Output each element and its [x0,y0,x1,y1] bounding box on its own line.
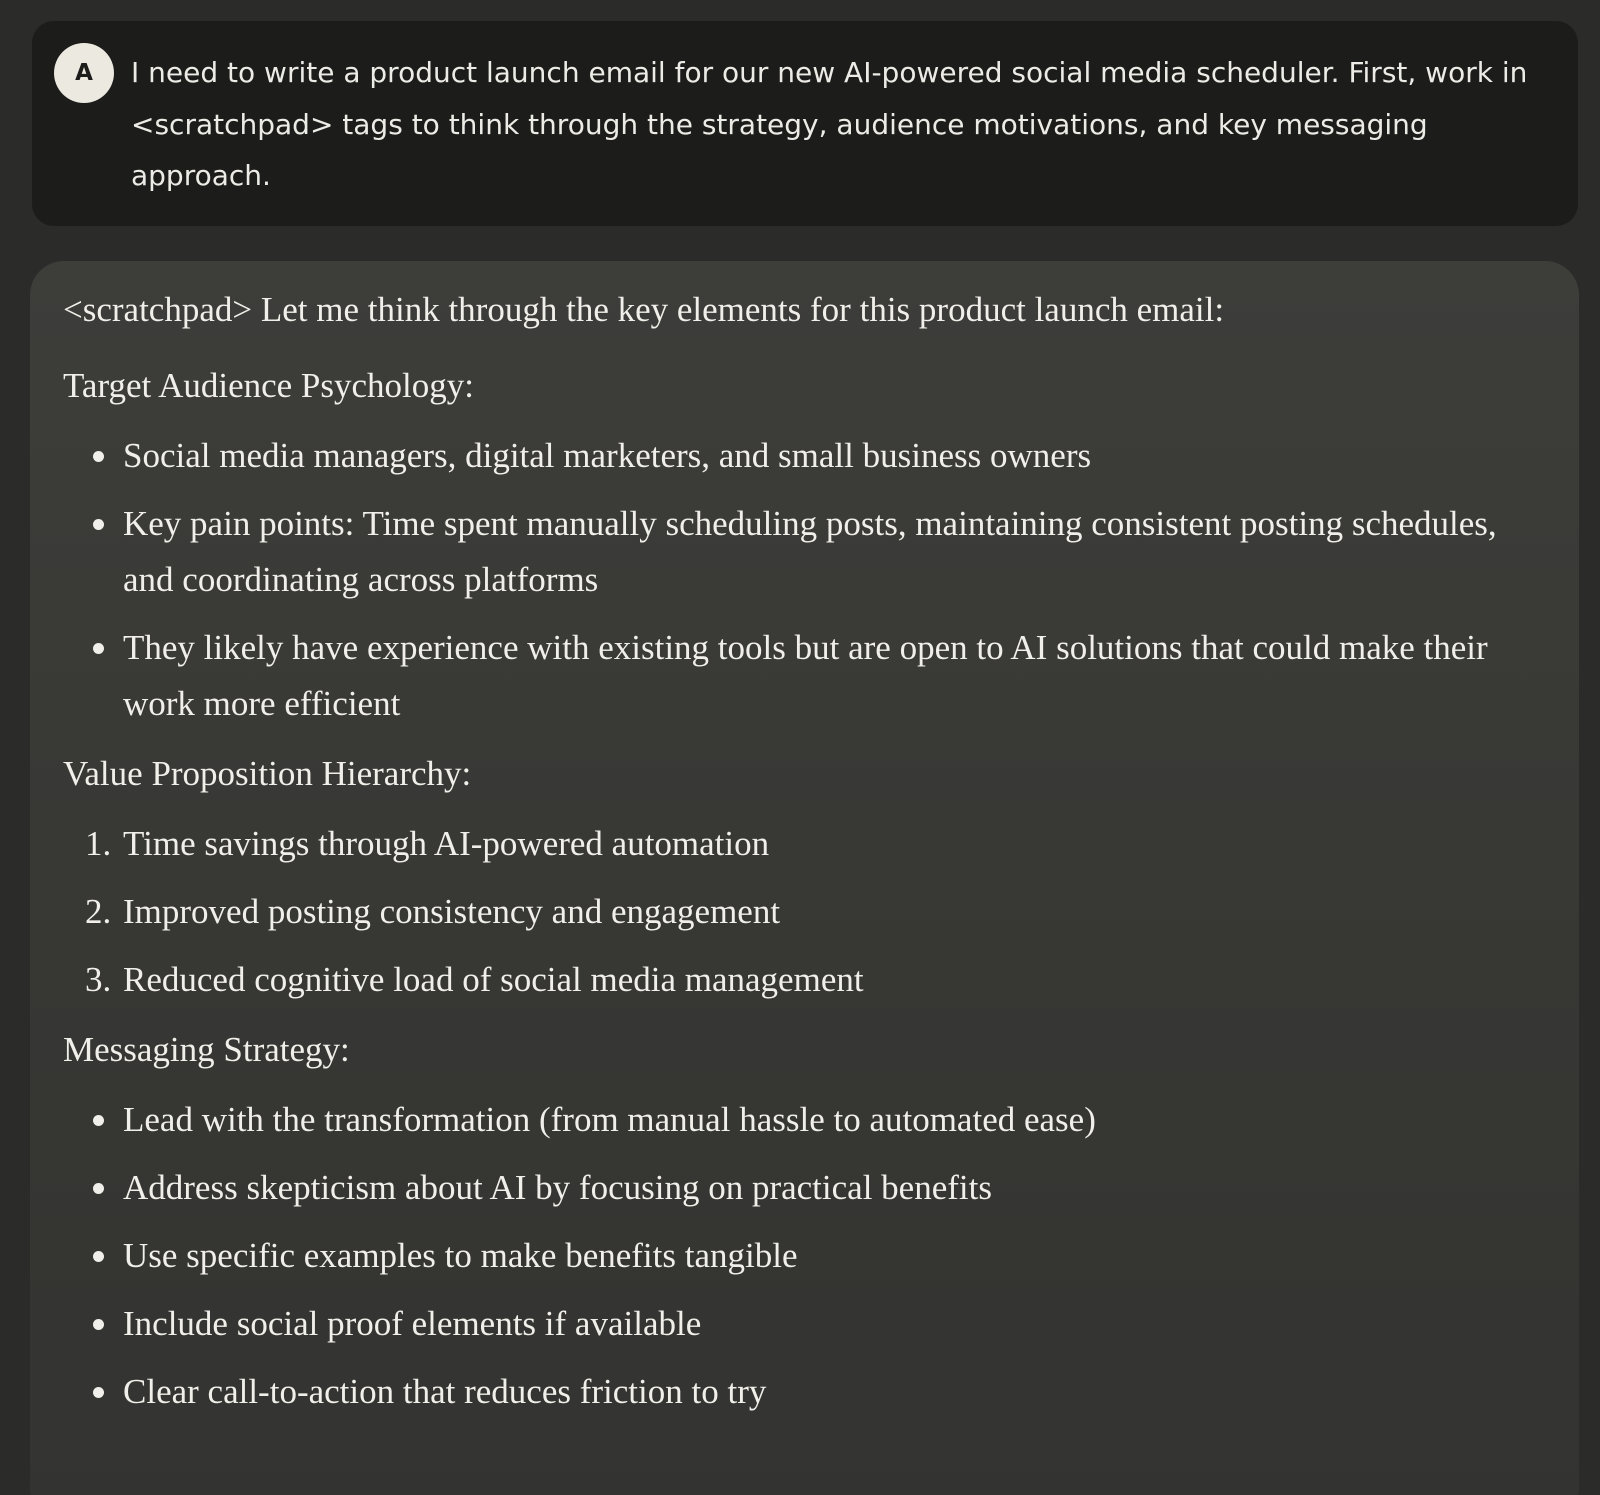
section-heading-value-proposition: Value Proposition Hierarchy: [63,754,472,793]
list-item [63,1160,1545,1216]
list-item [63,952,1545,1008]
user-message-bubble [32,21,1578,226]
list-item-text: Time savings through AI-powered automation [123,824,770,863]
bullet-icon [93,451,104,462]
list-item-text: Key pain points: Time spent manually scheduling posts, maintaining consistent posting schedules, and coordinating across platforms [123,504,1497,599]
list-item-text: Reduced cognitive load of social media management [123,960,864,999]
value-proposition-list [63,816,1545,1008]
list-item-text: Social media managers, digital marketers, and small business owners [123,436,1092,475]
list-item [63,496,1545,608]
assistant-message-bubble [30,261,1579,1495]
messaging-strategy-list [63,1092,1545,1420]
list-item [63,428,1545,484]
bullet-icon [93,1319,104,1330]
user-avatar: A [54,43,114,103]
section-heading-messaging-strategy: Messaging Strategy: [63,1030,350,1069]
bullet-icon [93,1251,104,1262]
list-item-text: Address skepticism about AI by focusing on practical benefits [123,1168,992,1207]
list-item [63,1296,1545,1352]
list-item-text: Lead with the transformation (from manual hassle to automated ease) [123,1100,1096,1139]
list-item-text: They likely have experience with existing tools but are open to AI solutions that could make their work more efficient [123,628,1488,723]
list-item [63,1228,1545,1284]
list-item [63,620,1545,732]
bullet-icon [93,519,104,530]
audience-list [63,428,1545,732]
list-item [63,1364,1545,1420]
list-item [63,1092,1545,1148]
bullet-icon [93,1115,104,1126]
bullet-icon [93,643,104,654]
list-item-text: Include social proof elements if available [123,1304,702,1343]
list-item [63,816,1545,872]
list-number: 3. [85,960,112,999]
list-item [63,884,1545,940]
list-number: 2. [85,892,112,931]
list-number: 1. [85,824,112,863]
scratchpad-intro: <scratchpad> Let me think through the key elements for this product launch email: [63,290,1225,329]
user-message-text: I need to write a product launch email for our new AI-powered social media scheduler. First, work in <scratchpad> tags to think through the strategy, audience motivations, and key messaging approach. [131,56,1528,192]
bullet-icon [93,1387,104,1398]
list-item-text: Improved posting consistency and engagement [123,892,781,931]
section-heading-audience: Target Audience Psychology: [63,366,474,405]
list-item-text: Clear call-to-action that reduces friction to try [123,1372,767,1411]
bullet-icon [93,1183,104,1194]
list-item-text: Use specific examples to make benefits tangible [123,1236,798,1275]
